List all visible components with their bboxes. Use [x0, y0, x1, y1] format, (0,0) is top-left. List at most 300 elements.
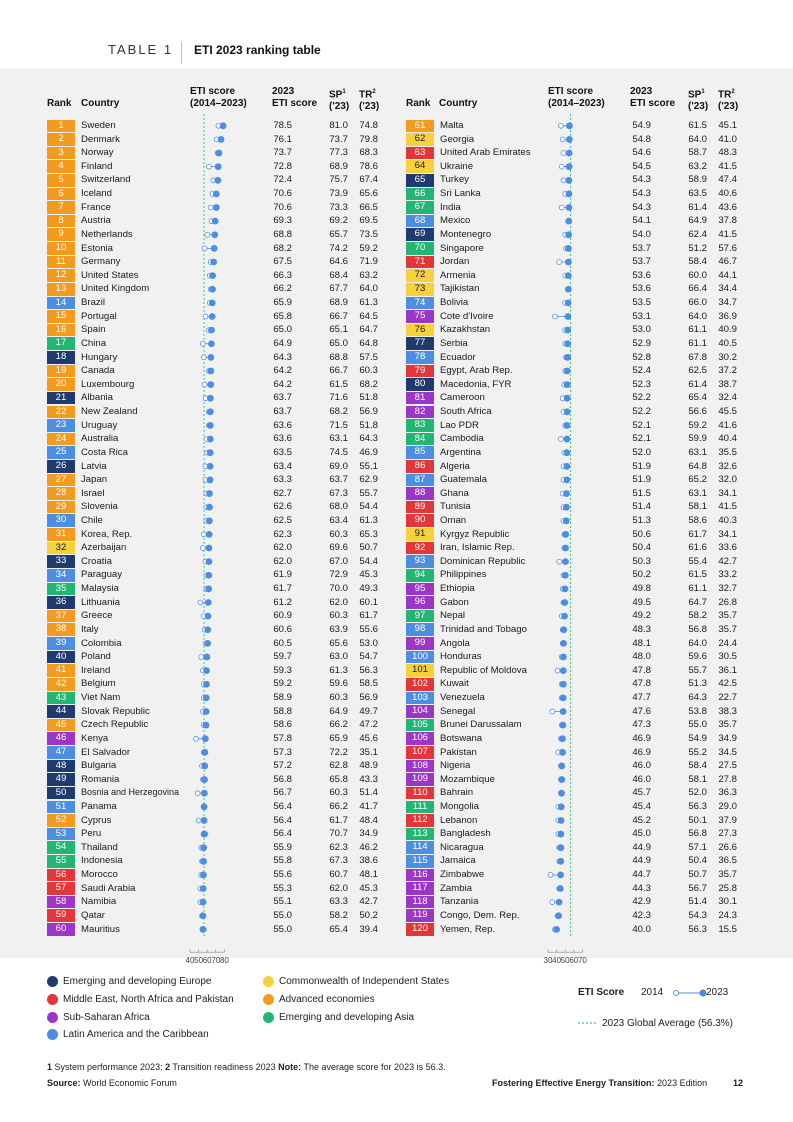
table-row [47, 718, 397, 732]
country-name: Turkey [440, 174, 469, 186]
sp-score: 61.5 [329, 378, 348, 390]
table-row [47, 296, 397, 310]
sp-score: 64.0 [688, 133, 707, 145]
country-name: Lebanon [440, 814, 478, 826]
rank-badge: 75 [406, 310, 434, 323]
country-name: Estonia [81, 242, 113, 254]
table-row [47, 882, 397, 896]
sp-score: 65.0 [329, 337, 348, 349]
eti-score-2023: 46.0 [632, 773, 651, 785]
country-name: Jamaica [440, 855, 476, 867]
eti-score-2023: 46.0 [632, 760, 651, 772]
tr-score: 35.7 [718, 869, 737, 881]
country-name: Congo, Dem. Rep. [440, 909, 520, 921]
rank-badge: 79 [406, 365, 434, 378]
table-row [47, 514, 397, 528]
table-row [406, 882, 756, 896]
sp-score: 81.0 [329, 120, 348, 131]
country-name: Sri Lanka [440, 188, 481, 200]
tr-score: 38.6 [359, 855, 378, 867]
tr-score: 64.0 [359, 283, 378, 295]
table-row [47, 773, 397, 787]
eti-score-2023: 45.0 [632, 828, 651, 840]
tr-score: 35.7 [718, 623, 737, 635]
country-name: Zambia [440, 882, 472, 894]
eti-score-2023: 50.6 [632, 528, 651, 540]
country-name: Denmark [81, 133, 120, 145]
tr-score: 63.2 [359, 269, 378, 281]
sp-score: 58.1 [688, 501, 707, 513]
country-name: Kyrgyz Republic [440, 528, 510, 540]
legend-year-2014: 2014 [641, 987, 664, 998]
eti-score-2023: 53.7 [632, 242, 651, 254]
sp-score: 60.3 [329, 528, 348, 540]
table-row [47, 214, 397, 228]
sp-score: 68.0 [329, 501, 348, 513]
rank-badge: 4 [47, 160, 75, 173]
country-name: Pakistan [440, 746, 477, 758]
rank-badge: 16 [47, 324, 75, 337]
rank-badge: 34 [47, 569, 75, 582]
table-row [406, 514, 756, 528]
eti-score-2023: 45.4 [632, 801, 651, 812]
country-name: Finland [81, 160, 113, 172]
rank-badge: 100 [406, 651, 434, 664]
rank-badge: 114 [406, 841, 434, 854]
table-row [47, 473, 397, 487]
eti-score-2023: 68.8 [273, 228, 292, 240]
rank-badge: 106 [406, 732, 434, 745]
sp-score: 71.5 [329, 419, 348, 431]
tr-score: 64.8 [359, 337, 378, 349]
tr-score: 32.0 [718, 474, 737, 486]
country-name: Singapore [440, 242, 484, 254]
tr-score: 57.6 [718, 242, 737, 254]
sp-score: 64.9 [329, 705, 348, 717]
rank-badge: 74 [406, 297, 434, 310]
country-name: Republic of Moldova [440, 664, 527, 676]
tr-score: 46.2 [359, 841, 378, 853]
rank-badge: 49 [47, 773, 75, 786]
eti-score-2023: 50.4 [632, 542, 651, 554]
tr-score: 26.6 [718, 841, 737, 853]
table-row [406, 133, 756, 147]
country-name: Brunei Darussalam [440, 719, 522, 731]
table-row [406, 528, 756, 542]
rank-badge: 98 [406, 623, 434, 636]
country-name: Mauritius [81, 923, 120, 935]
rank-badge: 96 [406, 596, 434, 609]
rank-badge: 22 [47, 406, 75, 419]
eti-score-2023: 64.2 [273, 365, 292, 377]
country-header-right: Country [439, 98, 478, 109]
eti-score-2023: 55.9 [273, 841, 292, 853]
eti-score-2023: 54.8 [632, 133, 651, 145]
table-row [47, 705, 397, 719]
table-row [47, 677, 397, 691]
country-name: Luxembourg [81, 378, 135, 390]
country-name: China [81, 337, 107, 349]
tr-score: 62.9 [359, 474, 378, 486]
sp-score: 65.1 [329, 324, 348, 336]
sp-score: 61.1 [688, 324, 707, 336]
rank-badge: 18 [47, 351, 75, 364]
country-name: Serbia [440, 337, 468, 349]
eti-score-2023: 52.4 [632, 365, 651, 377]
table-row [406, 596, 756, 610]
sp-score: 67.3 [329, 855, 348, 867]
legend-asia: Emerging and developing Asia [279, 1012, 415, 1023]
tr-score: 34.5 [718, 746, 737, 758]
table-row [406, 351, 756, 365]
tr-score: 67.4 [359, 174, 378, 186]
legend-dev-europe: Emerging and developing Europe [63, 976, 212, 987]
rank-badge: 11 [47, 256, 75, 269]
sp-score: 74.2 [329, 242, 348, 254]
eti-score-2023: 63.5 [273, 446, 292, 458]
rank-badge: 84 [406, 433, 434, 446]
eti-score-2023: 62.6 [273, 501, 292, 513]
tr-score: 45.6 [359, 732, 378, 744]
rank-badge: 3 [47, 147, 75, 160]
country-name: Cote d'Ivoire [440, 310, 494, 322]
rank-badge: 14 [47, 297, 75, 310]
rank-badge: 32 [47, 542, 75, 555]
country-name: India [440, 201, 461, 213]
sp-score: 58.6 [688, 514, 707, 526]
tr-score: 32.7 [718, 583, 737, 595]
tr-score: 38.3 [718, 705, 737, 717]
tr-score: 50.7 [359, 542, 378, 554]
country-name: Slovak Republic [81, 705, 150, 717]
country-name: Ethiopia [440, 583, 475, 595]
table-row [47, 364, 397, 378]
tr-score: 40.9 [718, 324, 737, 336]
table-row [406, 146, 756, 160]
eti-score-2023: 54.0 [632, 228, 651, 240]
table-row [47, 854, 397, 868]
axis-tick-label: 40 [185, 956, 195, 966]
table-row [406, 868, 756, 882]
country-name: Oman [440, 514, 467, 526]
table-row [406, 718, 756, 732]
table-row [47, 800, 397, 814]
rank-badge: 111 [406, 801, 434, 814]
sp-score: 65.4 [329, 923, 348, 935]
axis-tick-label: 80 [219, 956, 229, 966]
eti-score-2023: 50.3 [632, 555, 651, 567]
eti-score-2023: 42.9 [632, 896, 651, 908]
eti-score-2023: 56.4 [273, 828, 292, 840]
sp-score: 59.2 [688, 419, 707, 431]
table-row [406, 378, 756, 392]
eti-score-2023: 47.6 [632, 705, 651, 717]
rank-badge: 83 [406, 419, 434, 432]
axis-tick-label: 50 [194, 956, 204, 966]
sp-score: 56.3 [688, 923, 707, 935]
rank-badge: 112 [406, 814, 434, 827]
table-row [406, 773, 756, 787]
country-name: Senegal [440, 705, 476, 717]
country-name: Bolivia [440, 297, 469, 309]
rank-badge: 87 [406, 474, 434, 487]
rank-badge: 17 [47, 337, 75, 350]
tr-score: 44.1 [718, 269, 737, 281]
tr-score: 34.4 [718, 283, 737, 295]
table-row [47, 405, 397, 419]
eti-score-2023: 64.2 [273, 378, 292, 390]
country-name: Nigeria [440, 760, 471, 772]
eti-score-2023: 54.3 [632, 188, 651, 200]
eti-score-2023: 52.9 [632, 337, 651, 349]
axis-tick-label: 70 [211, 956, 221, 966]
sp-score: 58.4 [688, 256, 707, 268]
eti-score-2023: 44.9 [632, 855, 651, 867]
sp-score: 61.6 [688, 542, 707, 554]
eti-score-2023: 54.3 [632, 201, 651, 213]
tr-score: 34.7 [718, 297, 737, 309]
tr-score: 64.5 [359, 310, 378, 322]
table-row [406, 623, 756, 637]
sp-score: 61.7 [688, 528, 707, 540]
table-row [47, 759, 397, 773]
country-name: Netherlands [81, 228, 133, 240]
eti-score-2023: 56.4 [273, 814, 292, 826]
sp-score: 69.6 [329, 542, 348, 554]
rank-badge: 44 [47, 705, 75, 718]
sp-score: 61.7 [329, 814, 348, 826]
country-name: New Zealand [81, 406, 138, 418]
tr-score: 46.7 [718, 256, 737, 268]
eti-score-2023: 61.9 [273, 569, 292, 581]
tr-score: 36.9 [718, 310, 737, 322]
sp-score: 63.1 [329, 433, 348, 445]
tr-score: 34.1 [718, 528, 737, 540]
sp-score: 54.3 [688, 909, 707, 921]
eti-score-2023: 69.3 [273, 215, 292, 227]
rank-badge: 61 [406, 120, 434, 133]
sp-score: 58.1 [688, 773, 707, 785]
table-row [47, 827, 397, 841]
legend-mena: Middle East, North Africa and Pakistan [63, 994, 234, 1005]
tr-score: 57.5 [359, 351, 378, 363]
tr-score: 55.6 [359, 623, 378, 635]
country-name: Italy [81, 623, 99, 635]
sp-score: 69.2 [329, 215, 348, 227]
tr-header-right: $TR^2$ ('23) [718, 89, 739, 113]
eti-score-2023: 55.0 [273, 923, 292, 935]
publication-title: Fostering Effective Energy Transition: 2023 Edition [492, 1078, 708, 1088]
table-row [47, 378, 397, 392]
tr-score: 64.3 [359, 433, 378, 445]
axis-tick-label: 60 [569, 956, 579, 966]
eti-score-legend-label: ETI Score [578, 987, 625, 998]
eti-score-2023: 48.3 [632, 623, 651, 635]
eti-score-2023: 53.5 [632, 297, 651, 309]
country-name: Georgia [440, 133, 475, 145]
sp-score: 64.8 [688, 460, 707, 472]
sp-score: 71.6 [329, 392, 348, 404]
tr-score: 56.3 [359, 664, 378, 676]
country-name: South Africa [440, 406, 492, 418]
sp-score: 63.3 [329, 896, 348, 908]
country-name: Montenegro [440, 228, 492, 240]
tr-score: 73.5 [359, 228, 378, 240]
table-row [406, 705, 756, 719]
country-name: Greece [81, 610, 113, 622]
rank-badge: 82 [406, 406, 434, 419]
rank-badge: 113 [406, 828, 434, 841]
table-row [406, 405, 756, 419]
table-row [47, 419, 397, 433]
legend-swatch-asia [263, 1012, 274, 1023]
rank-badge: 76 [406, 324, 434, 337]
eti-score-2023: 60.6 [273, 623, 292, 635]
table-row [47, 391, 397, 405]
rank-badge: 43 [47, 692, 75, 705]
tr-score: 38.7 [718, 378, 737, 390]
tr-score: 69.5 [359, 215, 378, 227]
eti-score-2023: 48.1 [632, 637, 651, 649]
sp-score: 64.9 [688, 215, 707, 227]
eti-score-2023: 72.4 [273, 174, 292, 186]
sp-score: 65.2 [688, 474, 707, 486]
rank-badge: 47 [47, 746, 75, 759]
tr-score: 41.5 [718, 501, 737, 513]
country-name: Bahrain [440, 787, 474, 799]
table-row [406, 814, 756, 828]
country-name: Azerbaijan [81, 542, 127, 554]
table-row [47, 173, 397, 187]
rank-badge: 95 [406, 583, 434, 596]
eti-score-2023: 64.3 [273, 351, 292, 363]
table-row [47, 255, 397, 269]
legend-latam: Latin America and the Caribbean [63, 1029, 209, 1040]
rank-badge: 25 [47, 446, 75, 459]
country-name: Argentina [440, 446, 482, 458]
eti-score-2023: 51.5 [632, 487, 651, 499]
country-name: Cameroon [440, 392, 485, 404]
rank-badge: 71 [406, 256, 434, 269]
legend-swatch-advanced [263, 994, 274, 1005]
eti-score-2023: 63.6 [273, 419, 292, 431]
country-name: Armenia [440, 269, 476, 281]
rank-badge: 45 [47, 719, 75, 732]
table-row [47, 351, 397, 365]
table-row [406, 650, 756, 664]
tr-score: 53.0 [359, 637, 378, 649]
table-row [47, 746, 397, 760]
table-row [406, 242, 756, 256]
table-row [47, 201, 397, 215]
eti-score-2023: 61.7 [273, 583, 292, 595]
country-name: Bulgaria [81, 760, 117, 772]
country-name: Zimbabwe [440, 869, 485, 881]
eti-score-2023: 52.3 [632, 378, 651, 390]
tr-score: 61.7 [359, 610, 378, 622]
country-name: Lithuania [81, 596, 120, 608]
rank-badge: 55 [47, 855, 75, 868]
tr-score: 45.5 [718, 406, 737, 418]
country-name: Peru [81, 828, 102, 840]
rank-badge: 80 [406, 378, 434, 391]
table-row [47, 555, 397, 569]
table-row [47, 323, 397, 337]
country-name: Japan [81, 474, 108, 486]
tr-score: 79.8 [359, 133, 378, 145]
sp-score: 61.5 [688, 120, 707, 131]
sp-score: 58.4 [688, 760, 707, 772]
rank-badge: 88 [406, 487, 434, 500]
eti-score-2023: 53.1 [632, 310, 651, 322]
table-row [47, 269, 397, 283]
sp-score: 68.9 [329, 160, 348, 172]
table-row [406, 568, 756, 582]
legend-swatch-mena [47, 994, 58, 1005]
country-name: Latvia [81, 460, 107, 472]
legend-swatch-dev-europe [47, 976, 58, 987]
eti-score-2023: 62.5 [273, 514, 292, 526]
rank-header-right: Rank [406, 98, 431, 109]
rank-badge: 97 [406, 610, 434, 623]
country-name: Ukraine [440, 160, 474, 172]
table-row [47, 623, 397, 637]
tr-score: 47.2 [359, 719, 378, 731]
table-row [406, 555, 756, 569]
table-row [406, 732, 756, 746]
eti-score-2023: 60.9 [273, 610, 292, 622]
sp-score: 58.7 [688, 147, 707, 159]
eti-score-2023: 63.7 [273, 392, 292, 404]
rank-badge: 58 [47, 896, 75, 909]
tr-score: 45.1 [718, 120, 737, 131]
country-name: Ecuador [440, 351, 476, 363]
country-name: Bangladesh [440, 828, 491, 840]
country-name: Australia [81, 433, 119, 445]
eti-score-2023: 55.0 [273, 909, 292, 921]
rank-badge: 29 [47, 501, 75, 514]
sp-score: 75.7 [329, 174, 348, 186]
sp-score: 73.9 [329, 188, 348, 200]
table-row [406, 923, 756, 937]
table-label: TABLE 1 [108, 42, 174, 57]
table-row [47, 691, 397, 705]
tr-score: 41.7 [359, 801, 378, 812]
eti-score-2023: 56.7 [273, 787, 292, 799]
rank-badge: 46 [47, 732, 75, 745]
table-row [406, 269, 756, 283]
country-name: Portugal [81, 310, 117, 322]
country-name: Paraguay [81, 569, 123, 581]
country-name: United States [81, 269, 139, 281]
eti-score-2023: 62.3 [273, 528, 292, 540]
sp-score: 54.9 [688, 732, 707, 744]
eti-score-2023: 58.6 [273, 719, 292, 731]
sp-score: 73.3 [329, 201, 348, 213]
axis-tick-label: 70 [577, 956, 587, 966]
country-name: Philippines [440, 569, 487, 581]
tr-score: 34.1 [718, 487, 737, 499]
rank-badge: 53 [47, 828, 75, 841]
rank-header: Rank [47, 98, 72, 109]
country-name: Tunisia [440, 501, 471, 513]
table-row [47, 895, 397, 909]
sp-score: 55.4 [688, 555, 707, 567]
table-row [406, 541, 756, 555]
table-row [406, 582, 756, 596]
tr-score: 45.3 [359, 569, 378, 581]
rank-badge: 24 [47, 433, 75, 446]
